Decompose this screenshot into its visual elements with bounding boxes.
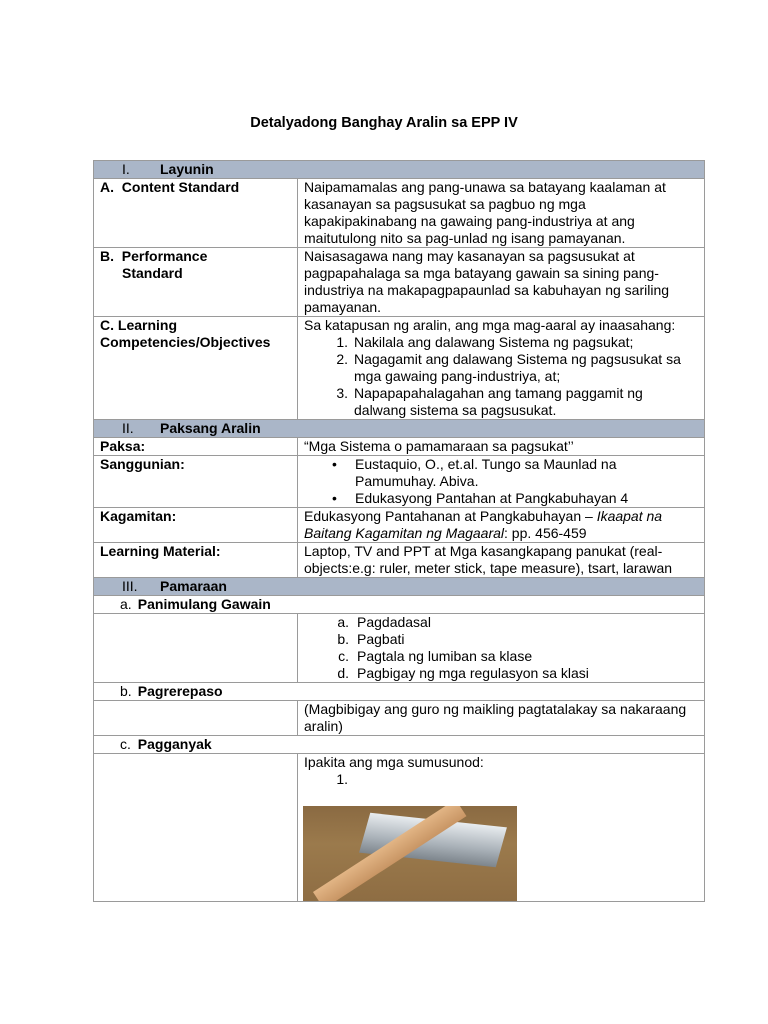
content-standard-row bbox=[94, 179, 705, 248]
row-label: Paksa: bbox=[94, 438, 298, 456]
row-letter: A. bbox=[100, 179, 114, 195]
list-item: 1. bbox=[336, 771, 348, 787]
lesson-plan-table bbox=[93, 160, 705, 902]
section-roman: II. bbox=[122, 420, 134, 436]
section-label: Pamaraan bbox=[160, 578, 227, 594]
section-label: Paksang Aralin bbox=[160, 420, 261, 436]
row-label: Kagamitan: bbox=[94, 508, 298, 543]
learning-material-row bbox=[94, 543, 705, 578]
row-label: Content Standard bbox=[121, 179, 240, 195]
section-roman: III. bbox=[122, 578, 138, 594]
panimulang-gawain-row bbox=[94, 614, 705, 683]
section-header-paksang-aralin bbox=[94, 420, 705, 438]
content-standard-text: Naipamamalas ang pang-unawa sa batayang kaalaman at kasanayan sa pagsusukat sa pagbuo ng mga kapakipakinabang na gawaing pang-industriya at ang maitutulong nito sa pag-unlad ng isang pamayanan. bbox=[298, 179, 705, 248]
row-label: Performance bbox=[121, 248, 208, 264]
row-letter: B. bbox=[100, 248, 114, 264]
pagrerepaso-text: (Magbibigay ang guro ng maikling pagtatalakay sa nakaraang aralin) bbox=[298, 701, 705, 736]
list-item: 3. Napapapahalagahan ang tamang paggamit ng dalwang sistema sa pagsusukat. bbox=[336, 385, 643, 418]
section-label: Layunin bbox=[160, 161, 214, 177]
panimulang-gawain-header: a. Panimulang Gawain bbox=[94, 596, 705, 614]
performance-standard-row bbox=[94, 248, 705, 317]
row-label: C. Learning bbox=[100, 317, 178, 333]
list-item: 1. Nakilala ang dalawang Sistema ng pagsukat; bbox=[336, 334, 634, 350]
section-roman: I. bbox=[122, 161, 130, 177]
row-label-line2: Competencies/Objectives bbox=[100, 334, 271, 350]
page-title: Detalyadong Banghay Aralin sa EPP IV bbox=[250, 115, 518, 131]
kagamitan-text: Edukasyong Pantahanan at Pangkabuhayan – Ikaapat na Baitang Kagamitan ng Magaaral: pp. 456-459 bbox=[298, 508, 705, 543]
paksa-text: “Mga Sistema o pamamaraan sa pagsukat’’ bbox=[298, 438, 705, 456]
list-item: 2. Nagagamit ang dalawang Sistema ng pagsusukat sa mga gawaing pang-industriya, at; bbox=[336, 351, 681, 384]
kagamitan-row bbox=[94, 508, 705, 543]
pagganyak-row bbox=[94, 754, 705, 902]
pagganyak-header: c. Pagganyak bbox=[94, 736, 705, 754]
performance-standard-text: Naisasagawa nang may kasanayan sa pagsusukat at pagpapahalaga sa mga batayang gawain sa sining pang-industriya na makapagpapaunlad sa kabuhayan ng sariling pamayanan. bbox=[298, 248, 705, 317]
row-label-line2: Standard bbox=[122, 265, 183, 281]
pagrerepaso-row bbox=[94, 701, 705, 736]
list-item: • Eustaquio, O., et.al. Tungo sa Maunlad na Pamumuhay. Abiva. bbox=[332, 456, 617, 489]
list-item: • Edukasyong Pantahan at Pangkabuhayan 4 bbox=[332, 490, 629, 506]
learning-material-text: Laptop, TV and PPT at Mga kasangkapang panukat (real-objects:e.g: ruler, meter stick, tape measure), tsart, larawan bbox=[298, 543, 705, 578]
list-item: b. Pagbati bbox=[337, 631, 405, 647]
list-item: a. Pagdadasal bbox=[337, 614, 431, 630]
competencies-intro: Sa katapusan ng aralin, ang mga mag-aaral ay inaasahang: bbox=[304, 317, 676, 333]
sanggunian-row bbox=[94, 456, 705, 508]
section-header-pamaraan bbox=[94, 578, 705, 596]
paksa-row bbox=[94, 438, 705, 456]
list-item: d. Pagbigay ng mga regulasyon sa klasi bbox=[337, 665, 589, 681]
list-item: c. Pagtala ng lumiban sa klase bbox=[338, 648, 533, 664]
row-label: Sanggunian: bbox=[94, 456, 298, 508]
pagrerepaso-header: b. Pagrerepaso bbox=[94, 683, 705, 701]
section-header-layunin bbox=[94, 161, 705, 179]
row-label: Learning Material: bbox=[94, 543, 298, 578]
learning-competencies-row bbox=[94, 317, 705, 420]
pagganyak-intro: Ipakita ang mga sumusunod: bbox=[304, 754, 484, 770]
try-square-photo bbox=[303, 806, 517, 901]
